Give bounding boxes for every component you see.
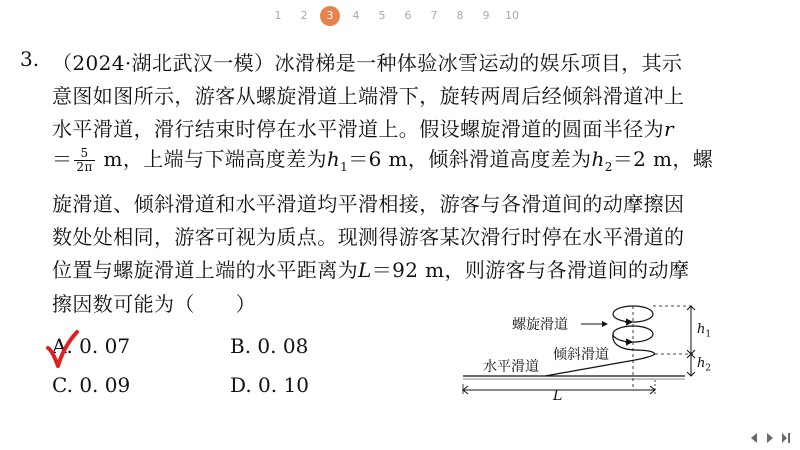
option-c-value: 0. 09 bbox=[79, 373, 131, 397]
fraction-denominator: 2π bbox=[76, 160, 93, 174]
line-4-text-c: ＝2 m，螺 bbox=[612, 147, 714, 171]
var-L: L bbox=[358, 258, 372, 282]
question-line-7 bbox=[52, 254, 689, 283]
option-c-label: C. bbox=[52, 373, 73, 397]
page-dot-4[interactable]: 4 bbox=[352, 9, 360, 22]
page-navigator bbox=[268, 6, 522, 26]
option-b-value: 0. 08 bbox=[257, 334, 309, 358]
spiral-slide-label: 螺旋滑道 bbox=[512, 317, 568, 333]
h2-label bbox=[697, 356, 711, 374]
fraction-5-over-2pi bbox=[74, 147, 94, 174]
question-number: 3. bbox=[20, 47, 40, 71]
page-dot-6[interactable]: 6 bbox=[404, 9, 412, 22]
h2-label-sub: 2 bbox=[705, 363, 712, 374]
spiral-coil-middle bbox=[613, 326, 653, 342]
last-slide-icon[interactable] bbox=[780, 432, 792, 444]
line-4-text-b: ＝6 m，倾斜滑道高度差为 bbox=[348, 147, 592, 171]
spiral-exit bbox=[613, 334, 655, 354]
page-dot-5[interactable]: 5 bbox=[378, 9, 386, 22]
h1-label-base: h bbox=[697, 322, 706, 337]
option-a-label: A. bbox=[52, 334, 73, 358]
slide-diagram-svg bbox=[455, 300, 800, 410]
next-slide-icon[interactable] bbox=[764, 432, 776, 444]
line-7-text-a: 位置与螺旋滑道上端的水平距离为 bbox=[52, 258, 358, 282]
option-d[interactable] bbox=[230, 373, 309, 397]
question-line-3 bbox=[52, 113, 674, 142]
h1-label-sub: 1 bbox=[705, 329, 712, 340]
page-dot-7[interactable]: 7 bbox=[430, 9, 438, 22]
equals-sign: ＝ bbox=[52, 147, 73, 171]
question-line-2: 意图如图所示，游客从螺旋滑道上端滑下，旋转两周后经倾斜滑道冲上 bbox=[52, 84, 685, 108]
h2-subscript: 2 bbox=[604, 160, 613, 174]
page-dot-9[interactable]: 9 bbox=[482, 9, 490, 22]
question-line-5: 旋滑道、倾斜滑道和水平滑道均平滑相接，游客与各滑道间的动摩擦因 bbox=[52, 192, 685, 216]
h1-label bbox=[697, 322, 711, 340]
h1-subscript: 1 bbox=[340, 160, 349, 174]
page-dot-2[interactable]: 2 bbox=[300, 9, 308, 22]
L-label: L bbox=[553, 388, 563, 404]
question-line-3-text: 水平滑道，滑行结束时停在水平滑道上。假设螺旋滑道的圆面半径为 bbox=[52, 117, 664, 141]
page-dot-10[interactable]: 10 bbox=[505, 9, 519, 22]
slide-diagram bbox=[455, 300, 800, 410]
h2-label-base: h bbox=[697, 356, 706, 371]
option-b[interactable] bbox=[230, 334, 308, 358]
line-4-text-a: m，上端与下端高度差为 bbox=[96, 147, 327, 171]
prev-slide-icon[interactable] bbox=[748, 432, 760, 444]
page-dot-1[interactable]: 1 bbox=[274, 9, 282, 22]
option-d-value: 0. 10 bbox=[258, 373, 309, 397]
question-line-8: 擦因数可能为（ ） bbox=[52, 292, 256, 316]
option-a-value: 0. 07 bbox=[79, 334, 131, 358]
var-r: r bbox=[664, 117, 674, 141]
fraction-numerator: 5 bbox=[74, 147, 94, 161]
question-line-6: 数处处相同，游客可视为质点。现测得游客某次滑行时停在水平滑道的 bbox=[52, 225, 685, 249]
question-line-4 bbox=[52, 143, 713, 174]
check-mark-icon bbox=[44, 328, 80, 372]
question-line-1: （2024·湖北武汉一模）冰滑梯是一种体验冰雪运动的娱乐项目，其示 bbox=[52, 51, 683, 75]
line-7-text-b: ＝92 m，则游客与各滑道间的动摩 bbox=[371, 258, 690, 282]
incline-slide-label: 倾斜滑道 bbox=[553, 347, 609, 363]
page-dot-8[interactable]: 8 bbox=[456, 9, 464, 22]
option-c[interactable] bbox=[52, 373, 130, 397]
slide-nav-controls bbox=[748, 432, 792, 444]
option-b-label: B. bbox=[230, 334, 252, 358]
var-h1: h bbox=[326, 147, 341, 171]
horizontal-slide-label: 水平滑道 bbox=[483, 359, 539, 375]
page-dot-3-active[interactable]: 3 bbox=[320, 6, 340, 26]
var-h2: h bbox=[591, 147, 605, 171]
option-d-label: D. bbox=[230, 373, 252, 397]
